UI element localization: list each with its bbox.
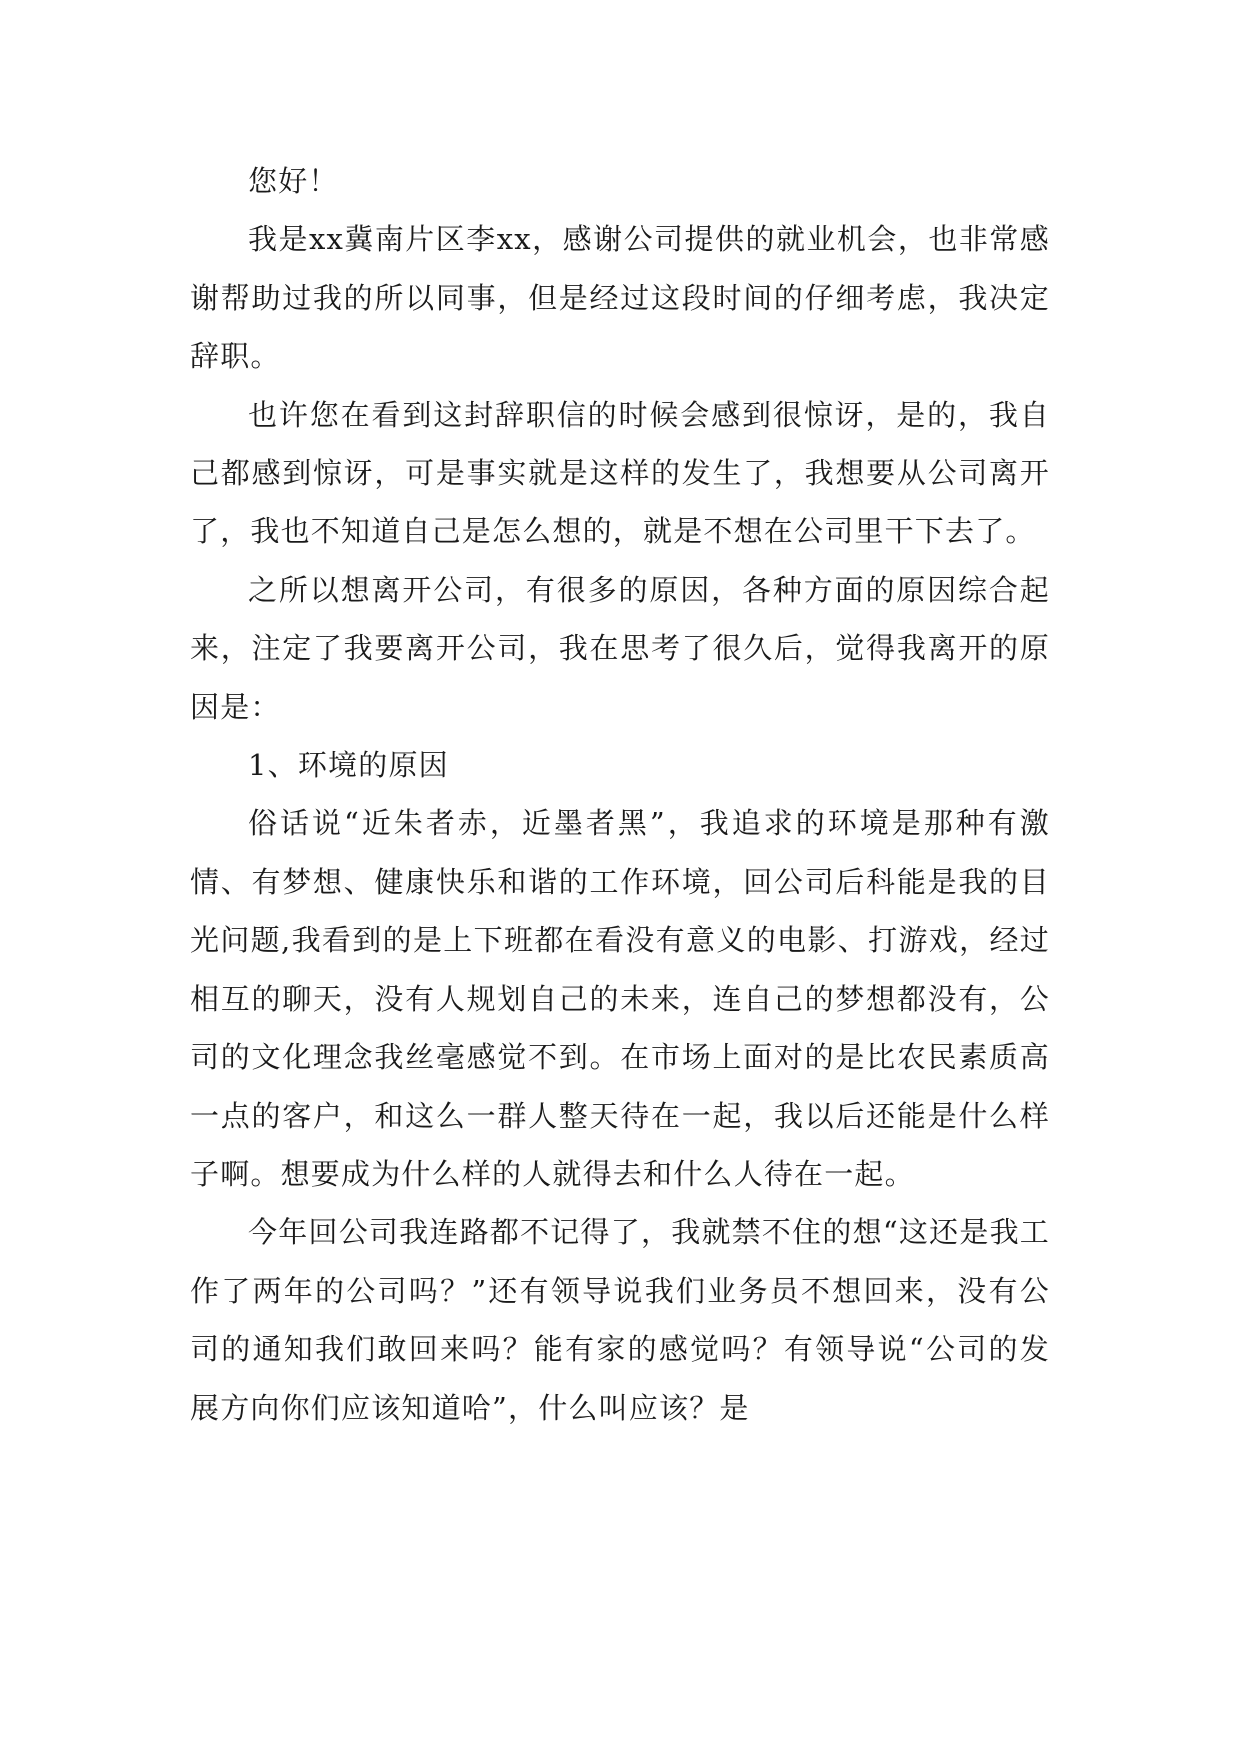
paragraph-environment: 俗话说“近朱者赤，近墨者黑”，我追求的环境是那种有激情、有梦想、健康快乐和谐的工作环境，回公司后科能是我的目光问题,我看到的是上下班都在看没有意义的电影、打游戏，经过相互的聊天，没有人规划自己的未来，连自己的梦想都没有，公司的文化理念我丝毫感觉不到。在市场上面对的是比农民素质高一点的客户，和这么一群人整天待在一起，我以后还能是什么样子啊。想要成为什么样的人就得去和什么人待在一起。: [190, 806, 1050, 1191]
paragraph-reasons-intro: 之所以想离开公司，有很多的原因，各种方面的原因综合起来，注定了我要离开公司，我在思考了很久后，觉得我离开的原因是：: [190, 572, 1050, 724]
greeting: 您好！: [248, 164, 339, 198]
paragraph-company-return: 今年回公司我连路都不记得了，我就禁不住的想“这还是我工作了两年的公司吗？”还有领导说我们业务员不想回来，没有公司的通知我们敢回来吗？能有家的感觉吗？有领导说“公司的发展方向你们应该知道哈”，什么叫应该？是: [190, 1215, 1050, 1425]
paragraph-surprise: 也许您在看到这封辞职信的时候会感到很惊讶，是的，我自己都感到惊讶，可是事实就是这样的发生了，我想要从公司离开了，我也不知道自己是怎么想的，就是不想在公司里干下去了。: [190, 397, 1050, 549]
paragraph-introduction: 我是xx冀南片区李xx，感谢公司提供的就业机会，也非常感谢帮助过我的所以同事，但是经过这段时间的仔细考虑，我决定辞职。: [190, 222, 1050, 374]
section-heading-environment: 1、环境的原因: [248, 748, 449, 783]
document-body: [190, 152, 1050, 1437]
